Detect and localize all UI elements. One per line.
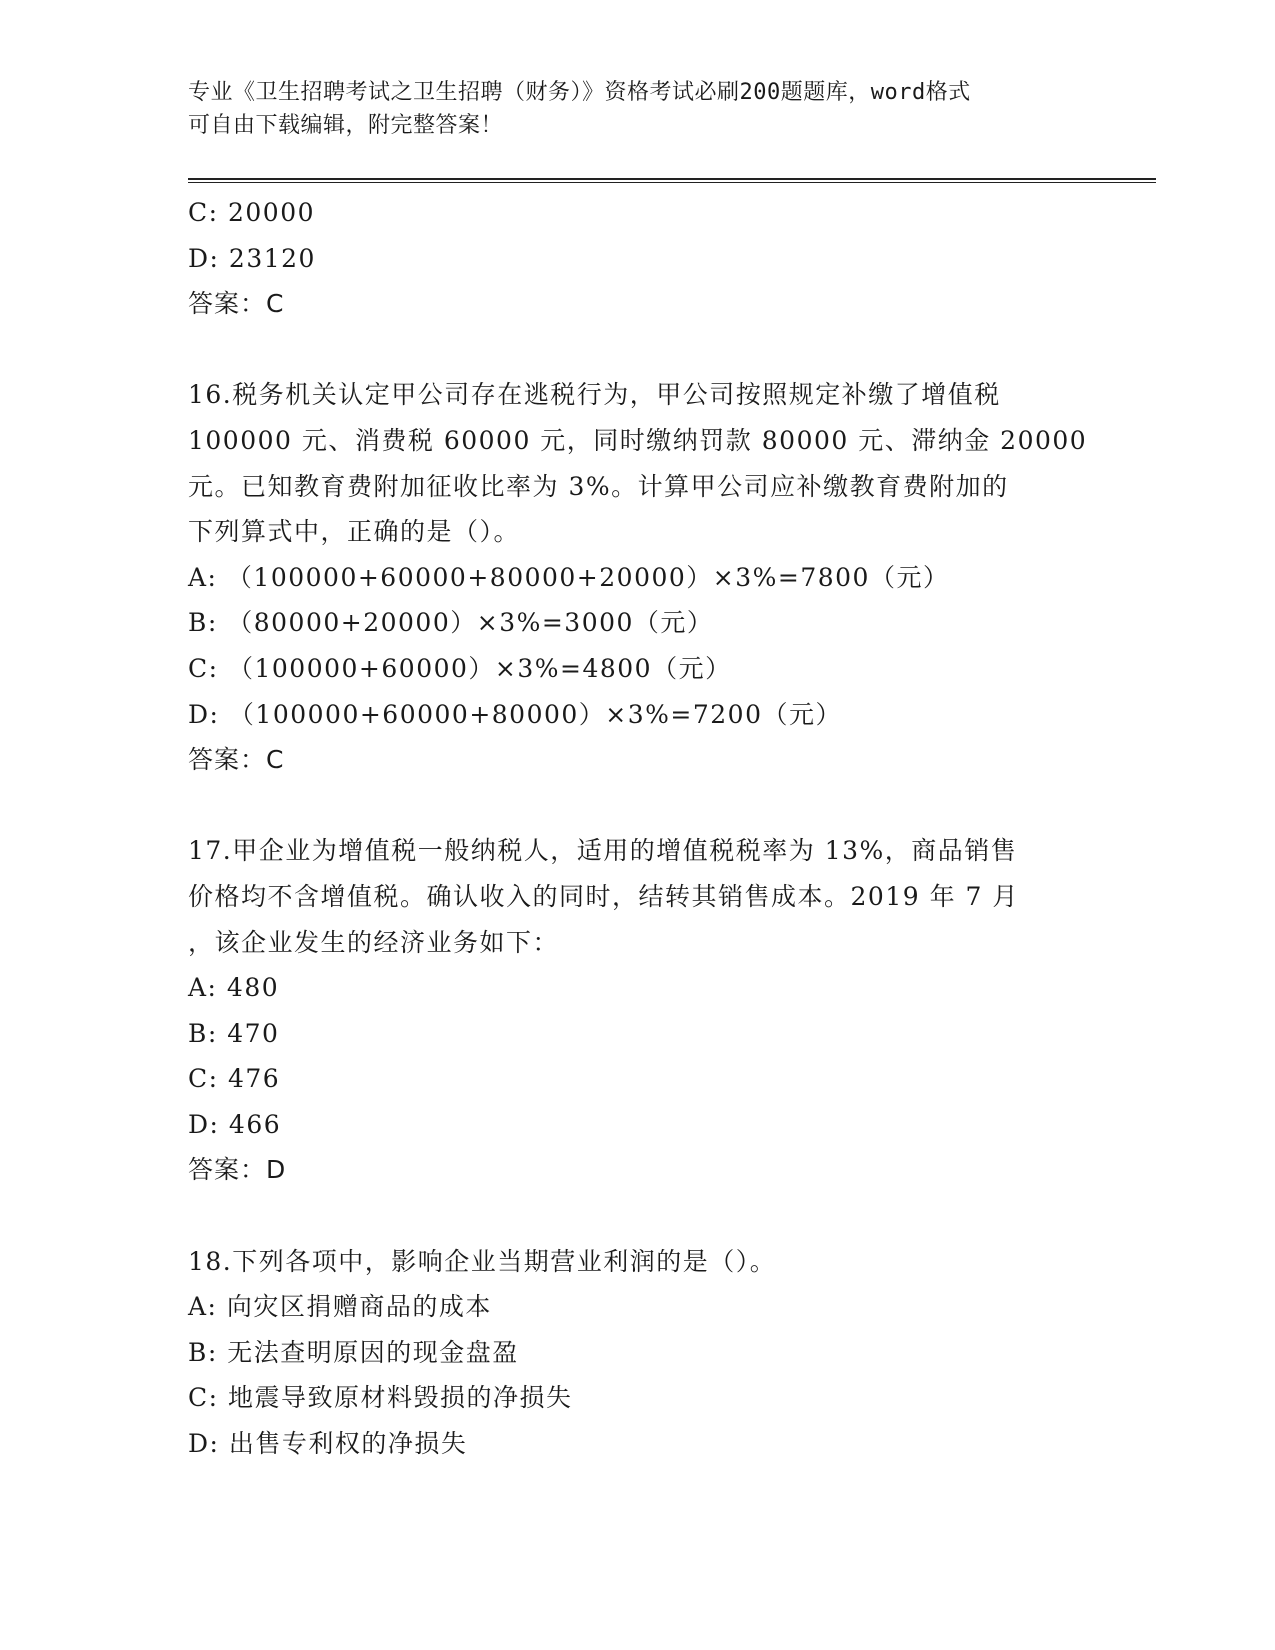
spacer (188, 327, 1088, 373)
spacer (188, 783, 1088, 829)
option-d: D: 466 (188, 1109, 282, 1139)
question-17 (188, 828, 1088, 1193)
header-divider (188, 178, 1156, 183)
question-stem-line: 18.下列各项中，影响企业当期营业利润的是（）。 (188, 1246, 777, 1276)
question-16 (188, 372, 1088, 782)
option-b: B: 470 (188, 1018, 280, 1048)
answer-line: 答案：C (188, 289, 285, 319)
question-stem-line: 下列算式中，正确的是（）。 (188, 517, 521, 547)
option-a: A: 480 (188, 973, 280, 1003)
header-title-line-2: 可自由下载编辑，附完整答案！ (188, 113, 504, 138)
question-18 (188, 1239, 1088, 1467)
option-c: C: 20000 (188, 198, 316, 227)
spacer (188, 1193, 1088, 1239)
header-title-line-1: 专业《卫生招聘考试之卫生招聘（财务）》资格考试必刷200题题库，word格式 (188, 80, 971, 105)
question-stem-line: 17.甲企业为增值税一般纳税人，适用的增值税税率为 13%，商品销售 (188, 836, 1018, 866)
option-d: D: （100000+60000+80000）×3%=7200（元） (188, 699, 842, 729)
question-stem-line: 元。已知教育费附加征收比率为 3%。计算甲公司应补缴教育费附加的 (188, 471, 1009, 501)
option-c: C: 476 (188, 1064, 281, 1094)
option-c: C: 地震导致原材料毁损的净损失 (188, 1383, 573, 1413)
question-stem-line: 100000 元、消费税 60000 元，同时缴纳罚款 80000 元、滞纳金 20000 (188, 425, 1088, 455)
question-stem-line: ，该企业发生的经济业务如下： (188, 927, 560, 957)
question-stem-line: 价格均不含增值税。确认收入的同时，结转其销售成本。2019 年 7 月 (188, 881, 1019, 911)
document-header (188, 76, 1068, 142)
option-c: C: （100000+60000）×3%=4800（元） (188, 653, 732, 683)
option-a: A: （100000+60000+80000+20000）×3%=7800（元） (188, 562, 950, 592)
option-b: B: 无法查明原因的现金盘盈 (188, 1337, 519, 1367)
question-15 (188, 190, 1088, 327)
option-a: A: 向灾区捐赠商品的成本 (188, 1292, 492, 1322)
document-body (188, 190, 1088, 1467)
option-d: D: 出售专利权的净损失 (188, 1429, 468, 1459)
option-b: B: （80000+20000）×3%=3000（元） (188, 608, 714, 638)
answer-line: 答案：D (188, 1155, 287, 1185)
answer-line: 答案：C (188, 745, 285, 775)
question-stem-line: 16.税务机关认定甲公司存在逃税行为，甲公司按照规定补缴了增值税 (188, 380, 1001, 410)
option-d: D: 23120 (188, 243, 316, 273)
